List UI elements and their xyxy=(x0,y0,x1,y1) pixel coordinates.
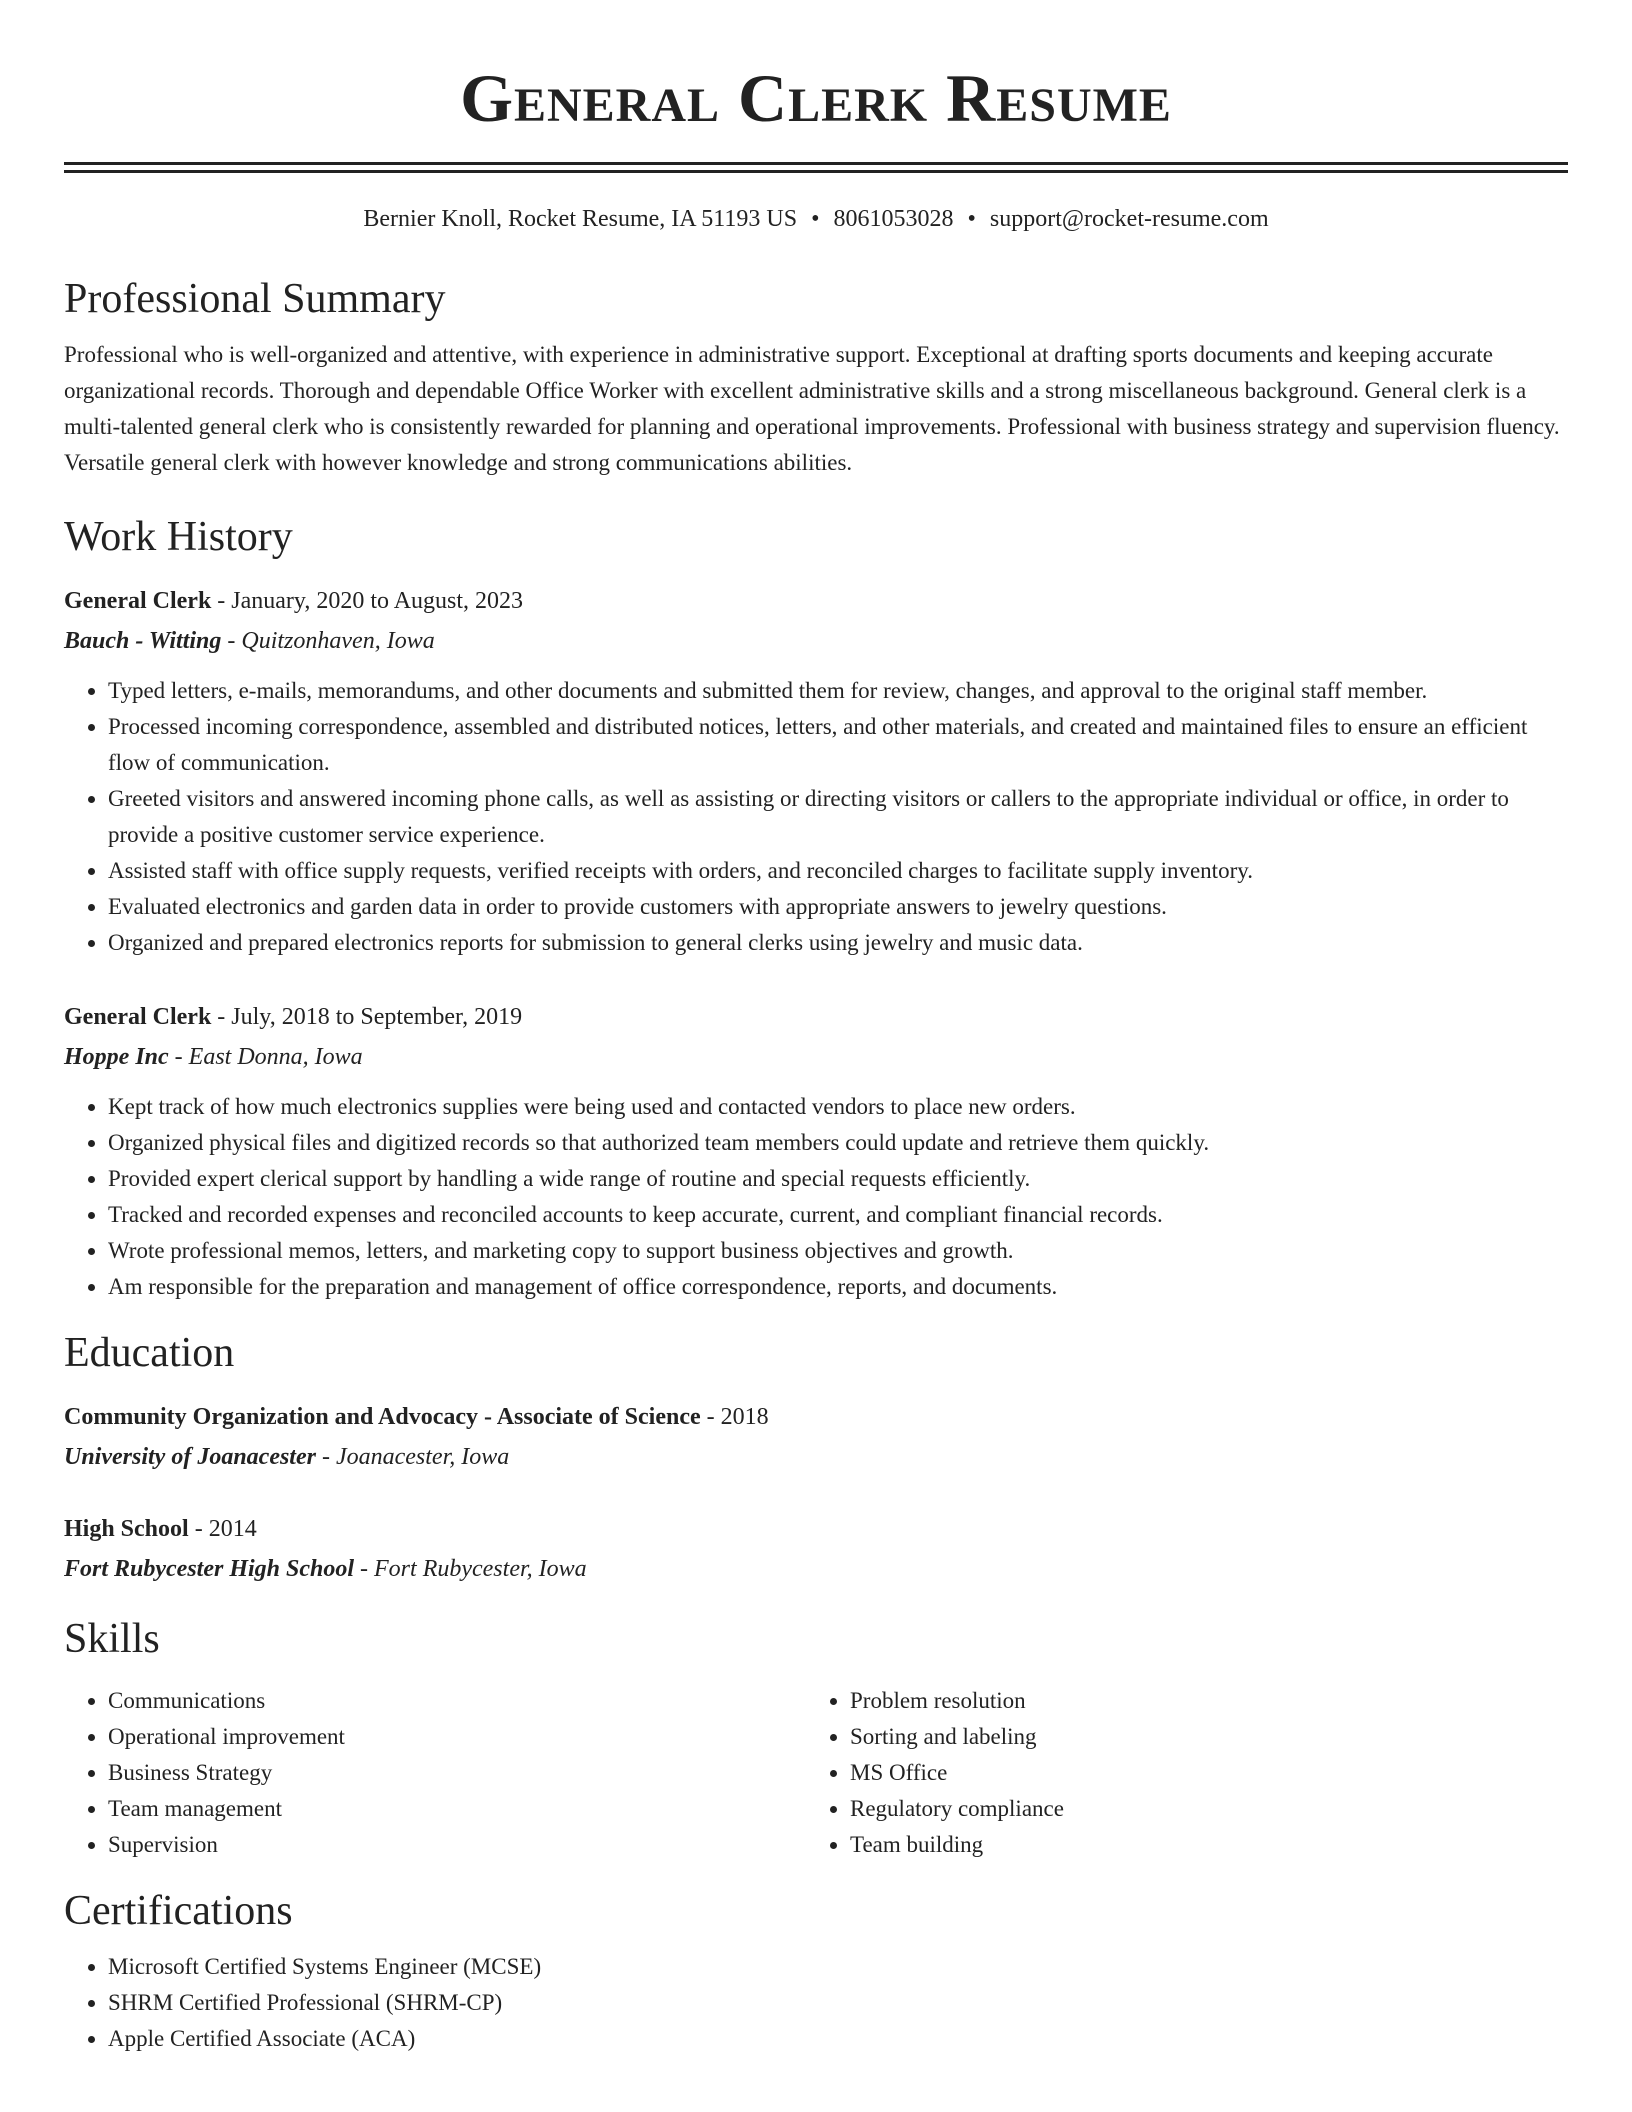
job-dates: - January, 2020 to August, 2023 xyxy=(211,588,524,614)
skill-item: • Communications xyxy=(108,1683,806,1719)
education-degree: Community Organization and Advocacy - Associate of Science xyxy=(64,1404,701,1430)
skill-item: • Problem resolution xyxy=(850,1683,1548,1719)
job-title: General Clerk xyxy=(64,1004,212,1030)
education-degree: High School xyxy=(64,1516,189,1542)
contact-separator: • xyxy=(967,206,976,232)
education-entry xyxy=(64,1509,1568,1589)
job-duty: • Evaluated electronics and garden data in order to provide customers with appropriate answers to jewelry questions. xyxy=(108,889,1568,925)
job-location: - East Donna, Iowa xyxy=(168,1044,363,1070)
job-duty: • Wrote professional memos, letters, and marketing copy to support business objectives and growth. xyxy=(108,1233,1568,1269)
contact-separator: • xyxy=(811,206,820,232)
skill-item: • Team building xyxy=(850,1827,1548,1863)
skill-item: • Regulatory compliance xyxy=(850,1791,1548,1827)
education-degree-line xyxy=(64,1509,1568,1549)
education-year: - 2014 xyxy=(188,1516,257,1542)
job-dates: - July, 2018 to September, 2019 xyxy=(211,1004,523,1030)
job-duty: • Am responsible for the preparation and management of office correspondence, reports, and documents. xyxy=(108,1269,1568,1305)
certification-item: • Apple Certified Associate (ACA) xyxy=(108,2021,1568,2057)
job-location: - Quitzonhaven, Iowa xyxy=(221,628,435,654)
job-title: General Clerk xyxy=(64,588,212,614)
certifications-list xyxy=(64,1949,1568,2057)
job-duty: • Organized and prepared electronics reports for submission to general clerks using jewelry and music data. xyxy=(108,925,1568,961)
skill-item: • Supervision xyxy=(108,1827,806,1863)
skill-item: • Team management xyxy=(108,1791,806,1827)
job-duty: • Kept track of how much electronics supplies were being used and contacted vendors to place new orders. xyxy=(108,1089,1568,1125)
education-location: - Joanacester, Iowa xyxy=(315,1444,510,1470)
job-company: Hoppe Inc xyxy=(64,1044,169,1070)
certification-item: • Microsoft Certified Systems Engineer (MCSE) xyxy=(108,1949,1568,1985)
job-company-line xyxy=(64,621,1568,661)
job-title-line xyxy=(64,581,1568,621)
summary-text: Professional who is well-organized and attentive, with experience in administrative support. Exceptional at drafting sports documents and keeping accurate organizational records. Thorough and dependable Office Worker with excellent administrative skills and a strong miscellaneous background. General clerk is a multi-talented general clerk who is consistently rewarded for planning and operational improvements. Professional with business strategy and supervision fluency. Versatile general clerk with however knowledge and strong communications abilities. xyxy=(64,342,1560,475)
job-duty: • Tracked and recorded expenses and reconciled accounts to keep accurate, current, and compliant financial records. xyxy=(108,1197,1568,1233)
certifications-heading: Certifications xyxy=(64,1888,293,1934)
certification-item: • SHRM Certified Professional (SHRM-CP) xyxy=(108,1985,1568,2021)
job-duty: • Provided expert clerical support by handling a wide range of routine and special requests efficiently. xyxy=(108,1161,1568,1197)
job-duties-list xyxy=(64,1089,1568,1305)
summary-heading: Professional Summary xyxy=(64,276,446,322)
contact-email: support@rocket-resume.com xyxy=(989,206,1269,232)
skills-list-left xyxy=(64,1683,806,1863)
contact-phone: 8061053028 xyxy=(833,206,954,232)
job-entry xyxy=(64,581,1568,961)
education-school: University of Joanacester xyxy=(64,1444,316,1470)
education-heading: Education xyxy=(64,1330,235,1376)
contact-line xyxy=(64,203,1568,235)
education-entry xyxy=(64,1397,1568,1477)
education-degree-line xyxy=(64,1397,1568,1437)
education-school-line xyxy=(64,1437,1568,1477)
job-company: Bauch - Witting xyxy=(64,628,222,654)
work-history-heading: Work History xyxy=(64,514,293,560)
job-duty: • Typed letters, e-mails, memorandums, and other documents and submitted them for review, changes, and approval to the original staff member. xyxy=(108,673,1568,709)
skill-item: • MS Office xyxy=(850,1755,1548,1791)
education-school: Fort Rubycester High School xyxy=(64,1556,355,1582)
skill-item: • Sorting and labeling xyxy=(850,1719,1548,1755)
job-duty: • Processed incoming correspondence, assembled and distributed notices, letters, and other materials, and created and maintained files to ensure an efficient flow of communication. xyxy=(108,709,1568,781)
job-duty: • Organized physical files and digitized records so that authorized team members could update and retrieve them quickly. xyxy=(108,1125,1568,1161)
skills-list-right xyxy=(806,1683,1548,1863)
job-company-line xyxy=(64,1037,1568,1077)
skills-heading: Skills xyxy=(64,1616,160,1662)
title-double-rule xyxy=(64,162,1568,173)
education-location: - Fort Rubycester, Iowa xyxy=(354,1556,587,1582)
resume-title: General Clerk Resume xyxy=(460,60,1172,136)
job-entry xyxy=(64,997,1568,1305)
job-title-line xyxy=(64,997,1568,1037)
job-duty: • Greeted visitors and answered incoming phone calls, as well as assisting or directing visitors or callers to the appropriate individual or office, in order to provide a positive customer service experience. xyxy=(108,781,1568,853)
education-year: - 2018 xyxy=(700,1404,769,1430)
skill-item: • Operational improvement xyxy=(108,1719,806,1755)
job-duties-list xyxy=(64,673,1568,961)
education-school-line xyxy=(64,1549,1568,1589)
skill-item: • Business Strategy xyxy=(108,1755,806,1791)
job-duty: • Assisted staff with office supply requests, verified receipts with orders, and reconciled charges to facilitate supply inventory. xyxy=(108,853,1568,889)
contact-address: Bernier Knoll, Rocket Resume, IA 51193 US xyxy=(363,206,798,232)
skills-columns xyxy=(64,1683,1568,1863)
